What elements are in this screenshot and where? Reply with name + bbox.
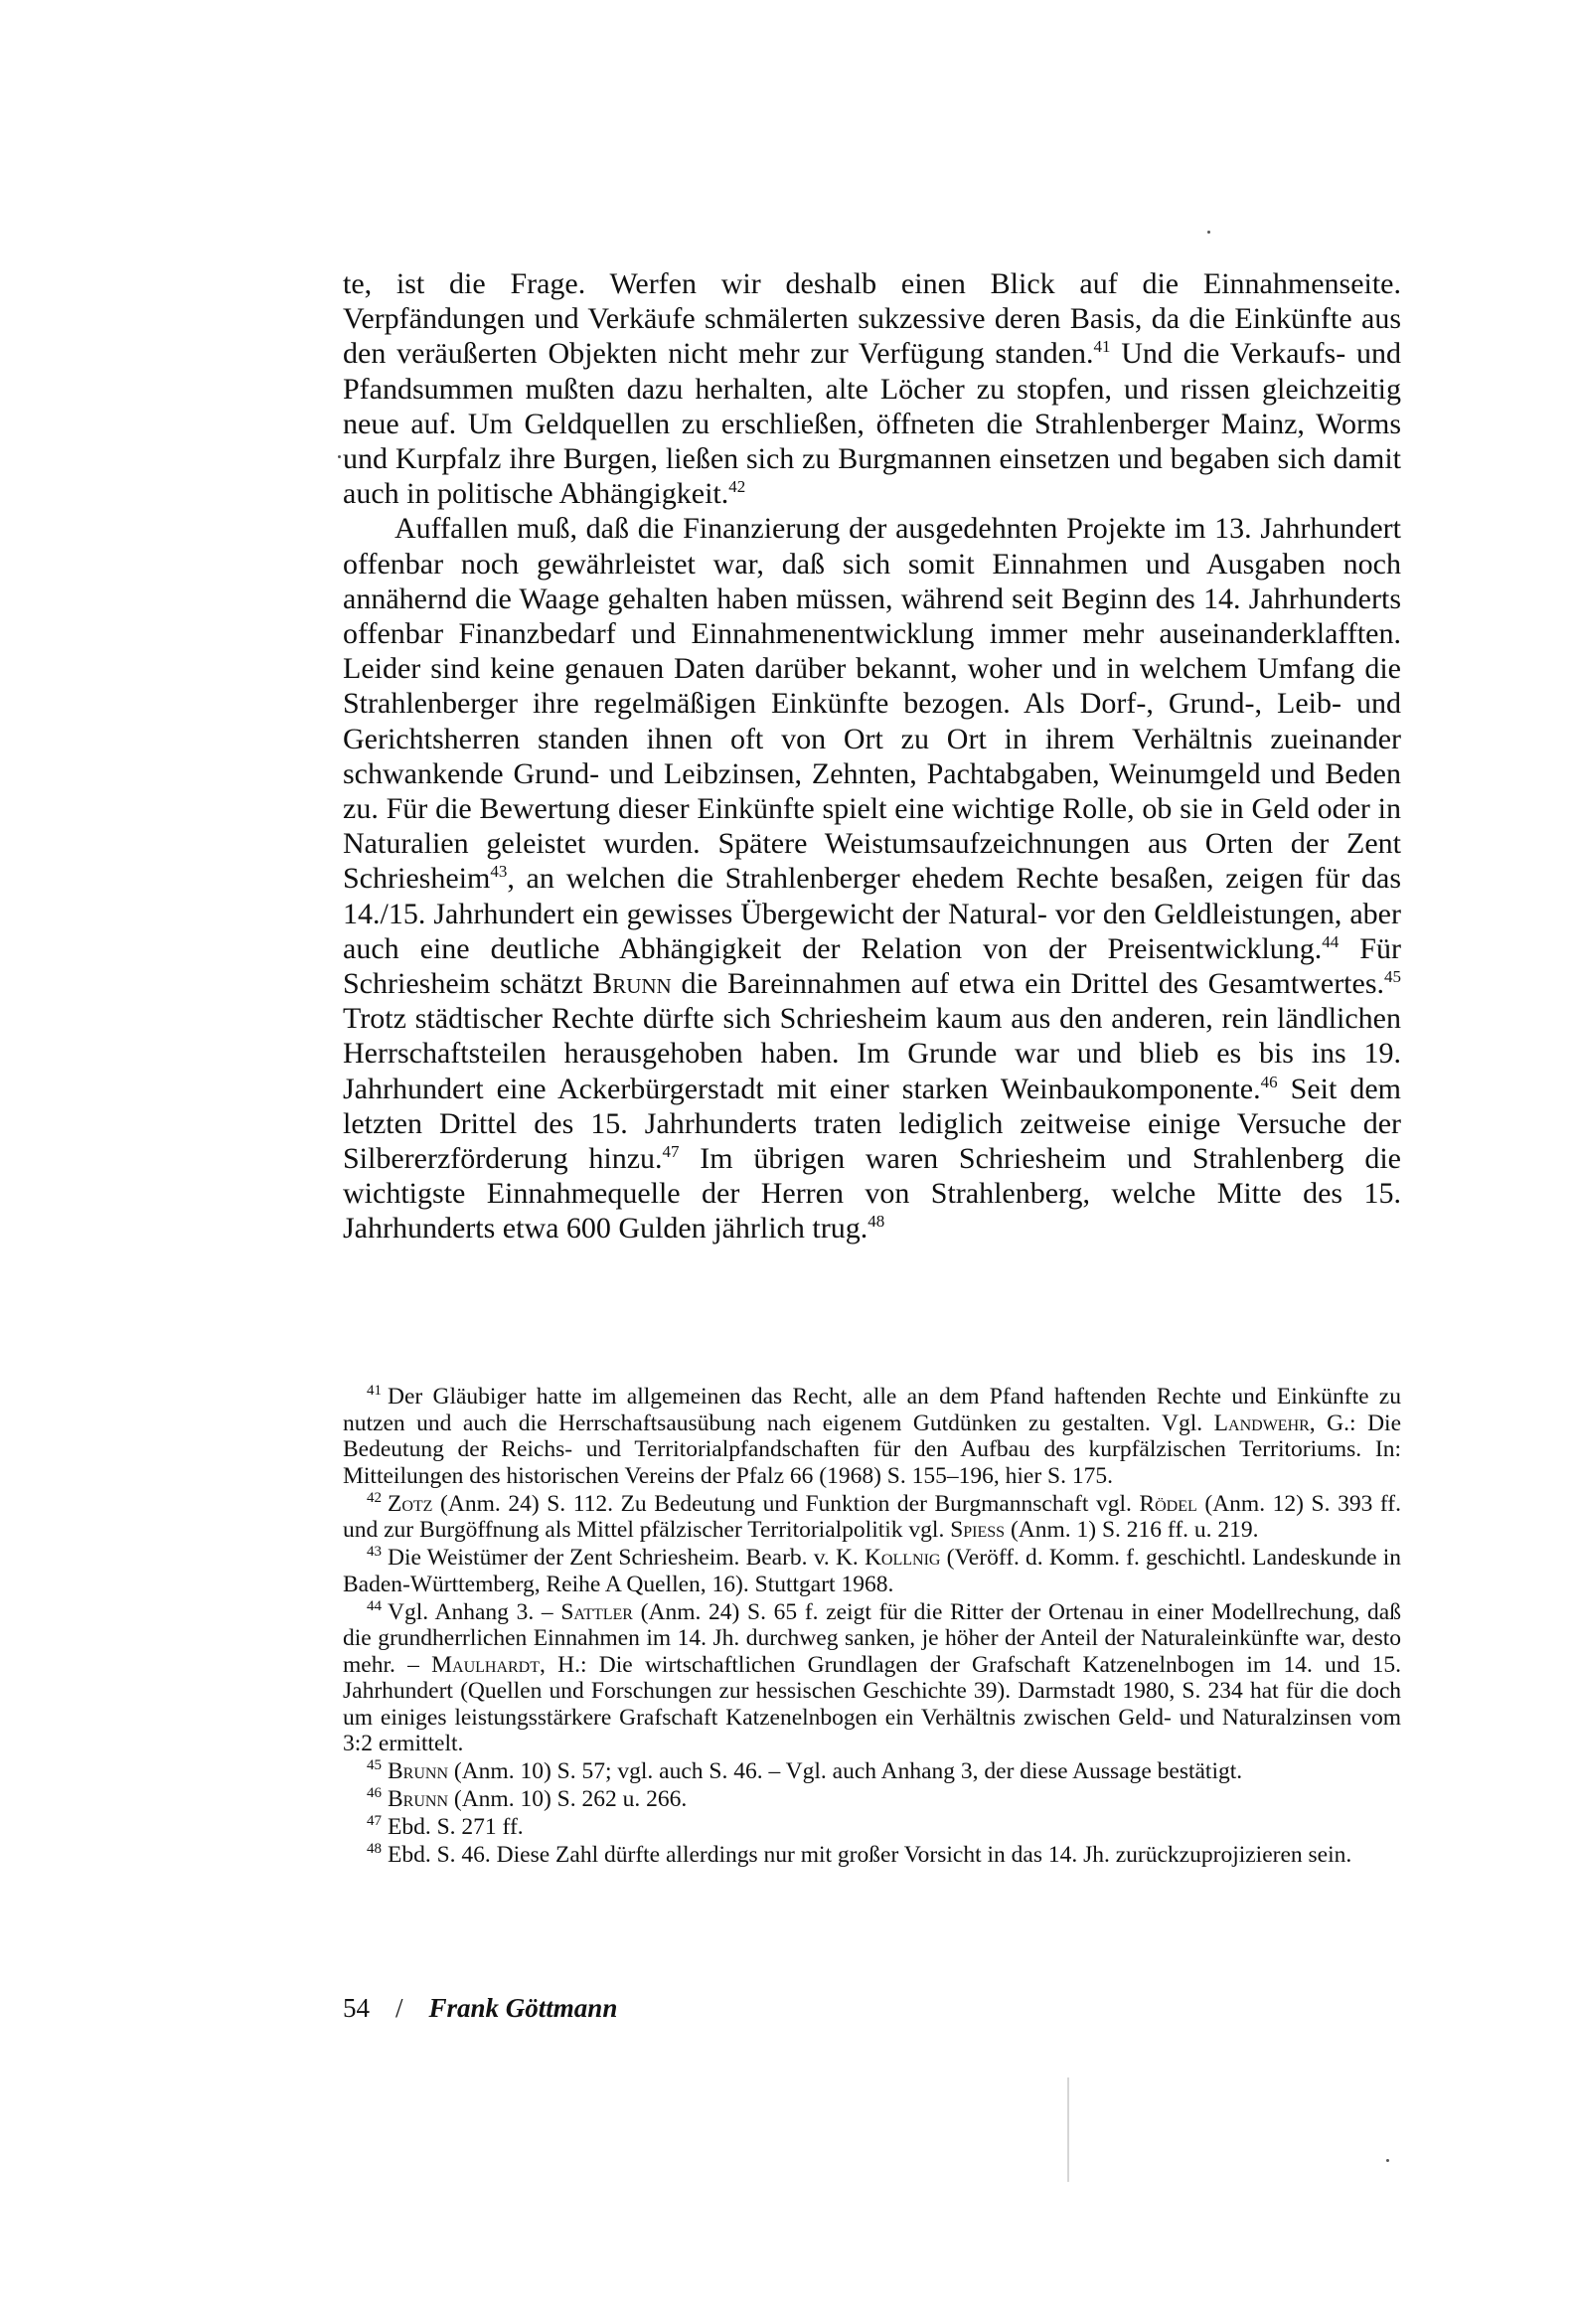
footnote-ref-42[interactable]: 42 [728, 477, 746, 497]
scan-speck [1386, 2159, 1389, 2162]
scan-speck [338, 455, 341, 458]
footnote-41: $^{41}$ Der Gläubiger hatte im allgemeinen das Recht, alle an dem Pfand haftenden Rechte und Einkünfte zu nutzen und auch die Herrschaftsausübung nach eigenem Gutdünken zu gestalten. Vgl. Landwehr, G.: Die Bedeutung der Reichs- und Territorialpfandschaften für den Aufbau des kurpfälzischen Territoriums. In: Mitteilungen des historischen Vereins der Pfalz 66 (1968) S. 155–196, hier S. 175. [343, 1383, 1402, 1489]
footnote-ref-45[interactable]: 45 [1384, 967, 1402, 987]
footnote-44: $^{44}$ Vgl. Anhang 3. – Sattler (Anm. 24) S. 65 f. zeigt für die Ritter der Ortenau in einer Modellrechung, daß die grundherrlichen Einnahmen im 14. Jh. durchweg sanken, je höher der Anteil der Naturaleinkünfte war, desto mehr. – Maulhardt, H.: Die wirtschaftlichen Grundlagen der Grafschaft Katzenelnbogen im 14. und 15. Jahrhundert (Quellen und Forschungen zur hessischen Geschichte 39). Darmstadt 1980, S. 234 hat für die doch um einiges leistungsstärkere Grafschaft Katzenelnbogen ein Verhältnis zwischen Geld- und Naturalzinsen vom 3:2 ermittelt. [343, 1597, 1401, 1756]
footnote-ref-47[interactable]: 47 [662, 1142, 680, 1162]
body-text [343, 266, 1401, 1246]
footnote-ref-43[interactable]: 43 [490, 862, 508, 882]
footnote-47: $^{47}$ Ebd. S. 271 ff. [367, 1813, 524, 1840]
paragraph-2: Auffallen muß, daß die Finanzierung der ausgedehnten Projekte im 13. Jahrhundert offenbar noch gewährleistet war, daß sich somit Einnahmen und Ausgaben noch annähernd die Waage gehalten haben müssen, während seit Beginn des 14. Jahrhunderts offenbar Finanzbedarf und Einnahmenentwicklung immer mehr auseinanderklafften. Leider sind keine genauen Daten darüber bekannt, woher und in welchem Umfang die Strahlenberger ihre regelmäßigen Einkünfte bezogen. Als Dorf-, Grund-, Leib- und Gerichtsherren standen ihnen oft von Ort zu Ort in ihrem Verhältnis zueinander schwankende Grund- und Leibzinsen, Zehnten, Pachtabgaben, Weinumgeld und Beden zu. Für die Bewertung dieser Einkünfte spielt eine wichtige Rolle, ob sie in Geld oder in Naturalien geleistet wurden. Spätere Weistumsaufzeichnungen aus Orten der Zent Schriesheim$^{43}$, an welchen die Strahlenberger ehedem Rechte besaßen, zeigen für das 14./15. Jahrhundert ein gewisses Übergewicht der Natural- vor den Geldleistungen, aber auch eine deutliche Abhängigkeit der Relation von der Preisentwicklung.$^{44}$ Für Schriesheim schätzt Brunn die Bareinnahmen auf etwa ein Drittel des Gesamtwertes.$^{45}$ Trotz städtischer Rechte dürfte sich Schriesheim kaum aus den anderen, rein ländlichen Herrschaftsteilen herausgehoben haben. Im Grunde war und blieb es bis ins 19. Jahrhundert eine Ackerbürgerstadt mit einer starken Weinbaukomponente.$^{46}$ Seit dem letzten Drittel des 15. Jahrhunderts traten lediglich zeitweise einige Versuche der Silbererzförderung hinzu.$^{47}$ Im übrigen waren Schriesheim und Strahlenberg die wichtigste Einnahmequelle der Herren von Strahlenberg, welche Mitte des 15. Jahrhunderts etwa 600 Gulden jährlich trug.$^{48}$ [343, 512, 1402, 1245]
footnote-ref-41[interactable]: 41 [1093, 337, 1111, 357]
footer-separator: / [395, 1993, 403, 2023]
footnote-ref-46[interactable]: 46 [1260, 1072, 1278, 1091]
footer-author: Frank Göttmann [428, 1993, 618, 2023]
scan-speck [1207, 231, 1210, 234]
footnote-42: $^{42}$ Zotz (Anm. 24) S. 112. Zu Bedeutung und Funktion der Burgmannschaft vgl. Rödel (Anm. 12) S. 393 ff. und zur Burgöffnung als Mittel pfälzischer Territorialpolitik vgl. Spiess (Anm. 1) S. 216 ff. u. 219. [343, 1489, 1401, 1543]
page-number: 54 [343, 1993, 370, 2023]
footnote-46: $^{46}$ Brunn (Anm. 10) S. 262 u. 266. [367, 1785, 688, 1812]
author-name: Brunn [592, 967, 672, 1001]
page-footer [343, 1993, 617, 2024]
footnotes [343, 1384, 1401, 1870]
footnote-48: $^{48}$ Ebd. S. 46. Diese Zahl dürfte allerdings nur mit großer Vorsicht in das 14. Jh. zurückzuprojizieren sein. [367, 1841, 1352, 1868]
footnote-45: $^{45}$ Brunn (Anm. 10) S. 57; vgl. auch S. 46. – Vgl. auch Anhang 3, der diese Aussage bestätigt. [367, 1757, 1243, 1784]
footnote-43: $^{43}$ Die Weistümer der Zent Schriesheim. Bearb. v. K. Kollnig (Veröff. d. Komm. f. geschichtl. Landeskunde in Baden-Württemberg, Reihe A Quellen, 16). Stuttgart 1968. [343, 1544, 1401, 1597]
footnote-ref-44[interactable]: 44 [1322, 931, 1340, 951]
paragraph-1: te, ist die Frage. Werfen wir deshalb einen Blick auf die Einnahmenseite. Verpfändungen und Verkäufe schmälerten sukzessive deren Basis, da die Einkünfte aus den veräußerten Objekten nicht mehr zur Verfügung standen.$^{41}$ Und die Verkaufs- und Pfandsummen mußten dazu herhalten, alte Löcher zu stopfen, und rissen gleichzeitig neue auf. Um Geldquellen zu erschließen, öffneten die Strahlenberger Mainz, Worms und Kurpfalz ihre Burgen, ließen sich zu Burgmannen einsetzen und begaben sich damit auch in politische Abhängigkeit.$^{42}$ [343, 267, 1401, 511]
footnote-ref-48[interactable]: 48 [867, 1212, 885, 1232]
scan-scratch [1067, 2077, 1069, 2182]
